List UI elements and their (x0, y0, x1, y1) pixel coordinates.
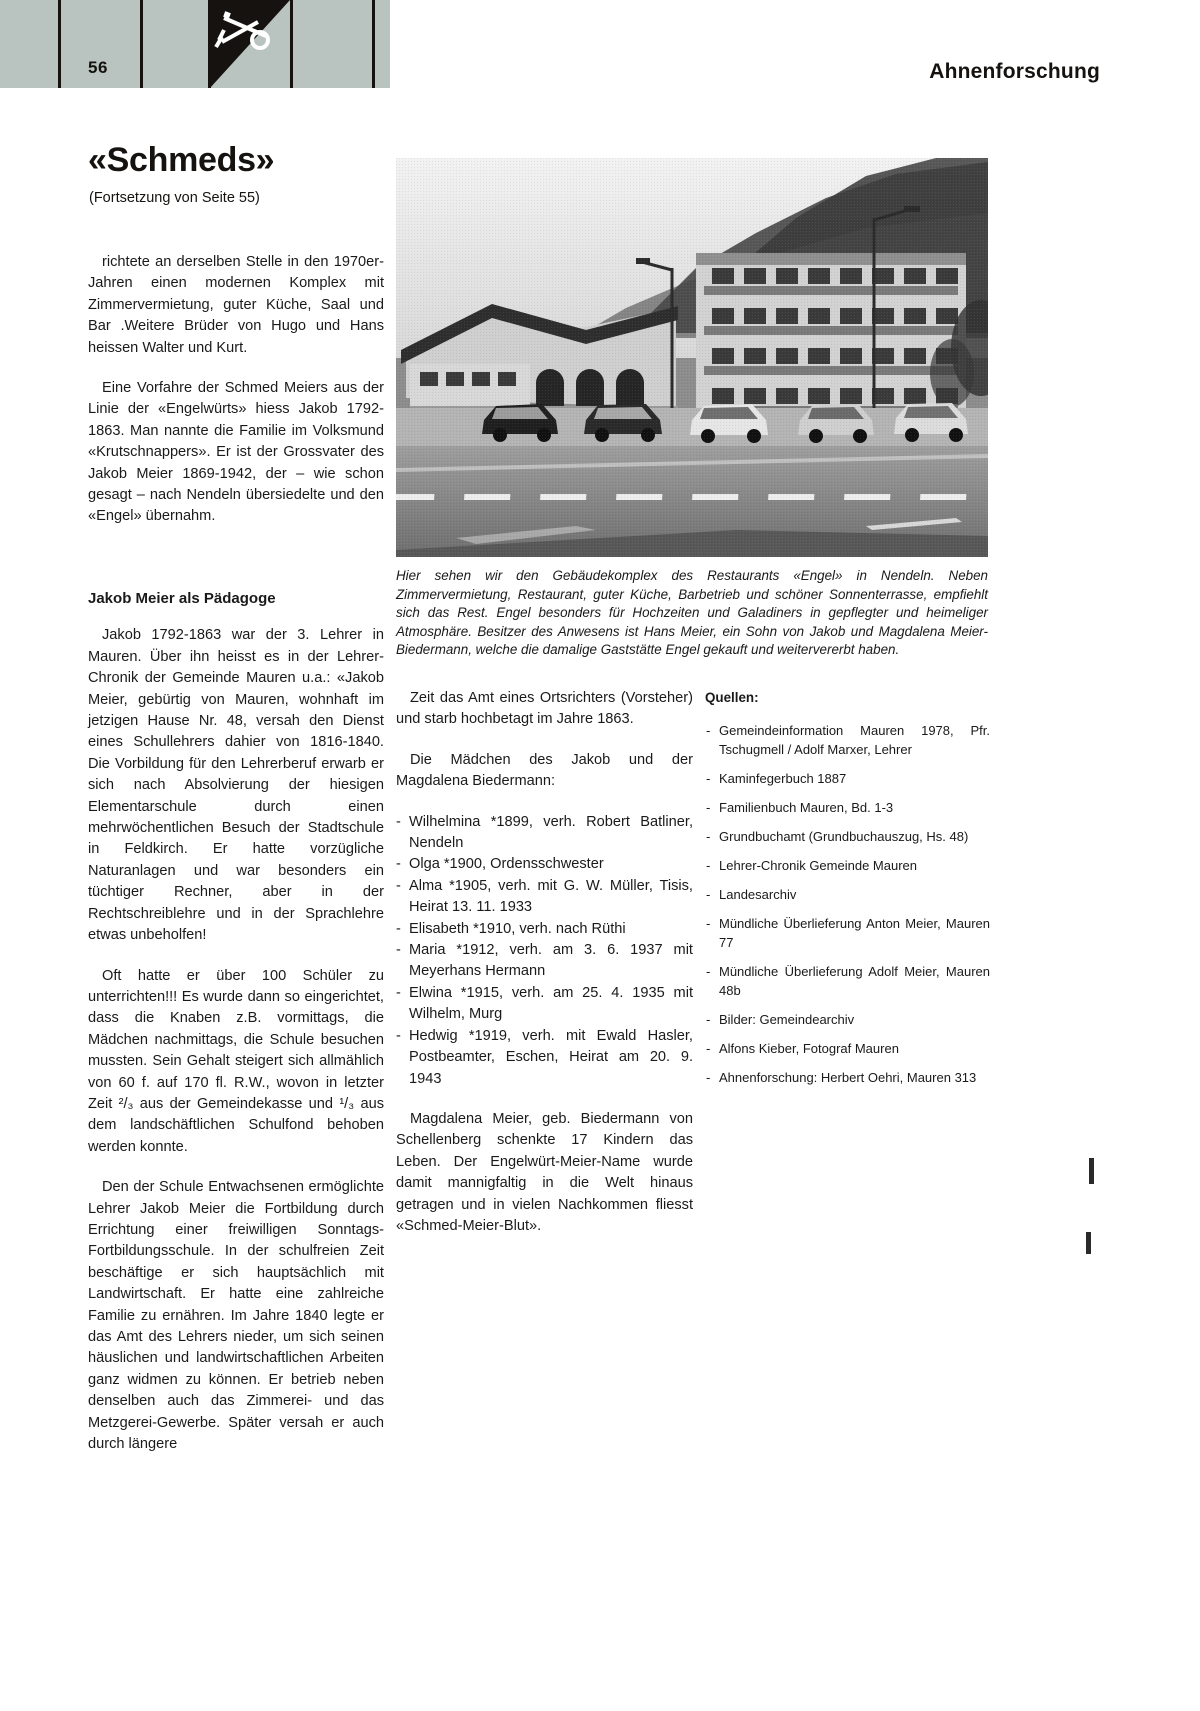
list-item-text: Alma *1905, verh. mit G. W. Müller, Tisis, Heirat 13. 11. 1933 (409, 877, 693, 916)
source-text: Lehrer-Chronik Gemeinde Mauren (719, 858, 917, 873)
middle-column (396, 688, 693, 1256)
crossed-tools-chimneysweep-icon (210, 0, 290, 88)
list-item (396, 812, 693, 855)
source-item (705, 798, 990, 817)
source-item (705, 885, 990, 904)
paragraph: richtete an derselben Stelle in den 1970er-Jahren einen modernen Komplex mit Zimmervermietung, guter Küche, Saal und Bar .Weitere Brüder von Hugo und Hans heissen Walter und Kurt. (88, 254, 384, 356)
list-item-text: Olga *1900, Ordensschwester (409, 856, 604, 873)
page-number: 56 (88, 58, 108, 77)
dash-bullet: - (706, 1012, 711, 1027)
list-item-text: Maria *1912, verh. am 3. 6. 1937 mit Meyerhans Hermann (409, 942, 693, 980)
source-item (705, 1039, 990, 1058)
photo-caption: Hier sehen wir den Gebäudekomplex des Restaurants «Engel» in Nendeln. Neben Zimmervermietung, Restaurant, guter Küche, Barbetrieb und schöner Sonnenterrasse, empfiehlt sich das Rest. Engel besonders für Hochzeiten und Galadiners in gepflegter und heimeliger Atmosphäre. Besitzer des Anwesens ist Hans Meier, ein Sohn von Jakob und Magdalena Meier- Biedermann, welche die damalige Gaststätte Engel gekauft und weitervererbt haben. (396, 568, 988, 658)
dash-bullet: - (396, 984, 401, 1001)
source-text: Grundbuchamt (Grundbuchauszug, Hs. 48) (719, 829, 969, 844)
scan-artifact (1086, 1232, 1091, 1254)
source-item (705, 827, 990, 846)
list-item (396, 919, 693, 940)
restaurant-engel-building-photo (396, 158, 988, 557)
list-item (396, 1026, 693, 1090)
dash-bullet: - (706, 829, 711, 844)
dash-bullet: - (706, 800, 711, 815)
left-column-lower (88, 588, 384, 1474)
source-text: Gemeindeinformation Mauren 1978, Pfr. Tschugmell / Adolf Marxer, Lehrer (719, 723, 990, 757)
dash-bullet: - (706, 916, 711, 931)
source-item (705, 914, 990, 952)
list-item-text: Wilhelmina *1899, verh. Robert Batliner, Nendeln (409, 813, 693, 852)
dash-bullet: - (706, 964, 711, 979)
source-text: Familienbuch Mauren, Bd. 1-3 (719, 800, 894, 815)
paragraph: Oft hatte er über 100 Schüler zu unterrichten!!! Es wurde dann so eingerichtet, dass die Knaben z.B. vormittags, die Mädchen nachmittags, die Schule besuchen mussten. Sein Gehalt steigert sich allmählich von 60 f. auf 170 fl. R.W., wovon in letzter Zeit ²/₃ aus der Gemeindekasse und ¹/₃ aus dem landschäftlichen Schulfond behoben werden konnte. (88, 967, 384, 1155)
source-item (705, 1010, 990, 1029)
daughters-list (396, 812, 693, 1090)
paragraph: Magdalena Meier, geb. Biedermann von Schellenberg schenkte 17 Kindern das Leben. Der Engelwürt-Meier-Name wurde damit mannigfaltig in die Welt hinaus getragen und in vielen Nachkommen fliesst «Schmed-Meier-Blut». (396, 1110, 693, 1234)
paragraph: Jakob 1792-1863 war der 3. Lehrer in Mauren. Über ihn heisst es in der Lehrer-Chronik der Gemeinde Mauren u.a.: «Jakob Meier, gebürtig von Mauren, wohnhaft im jetzigen Hause Nr. 48, versah den Dienst eines Schullehrers dahier von 1816-1840. Die Vorbildung für den Lehrerberuf erwarb er sich nach Absolvierung der hiesigen Elementarschule durch einen mehrwöchentlichen Besuch der Stadtschule in Feldkirch. Er hatte vorzügliche Naturanlagen und war besonders ein tüchtiger Rechner, aber in der Rechtschreiblehre und in der Sprachlehre etwas unbeholfen! (88, 627, 384, 944)
dash-bullet: - (706, 723, 711, 738)
dash-bullet: - (706, 858, 711, 873)
source-text: Bilder: Gemeindearchiv (719, 1012, 855, 1027)
dash-bullet: - (396, 1027, 401, 1044)
source-text: Mündliche Überlieferung Anton Meier, Mauren 77 (719, 916, 990, 950)
list-item-text: Elwina *1915, verh. am 25. 4. 1935 mit Wilhelm, Murg (409, 984, 693, 1023)
source-item (705, 1068, 990, 1087)
masthead-logo-block (0, 0, 390, 88)
source-text: Landesarchiv (719, 887, 797, 902)
paragraph: Eine Vorfahre der Schmed Meiers aus der Linie der «Engelwürts» hiess Jakob 1792-1863. Man nannte die Familie im Volksmund «Krutschnappers». Er ist der Grossvater des Jakob Meier 1869-1942, der – wie schon gesagt – nach Nendeln übersiedelte und den «Engel» übernahm. (88, 380, 384, 525)
dash-bullet: - (396, 877, 401, 894)
dash-bullet: - (396, 813, 401, 830)
source-text: Alfons Kieber, Fotograf Mauren (719, 1041, 899, 1056)
source-item (705, 962, 990, 1000)
list-item (396, 983, 693, 1026)
source-text: Ahnenforschung: Herbert Oehri, Mauren 313 (719, 1070, 977, 1085)
dash-bullet: - (706, 887, 711, 902)
source-item (705, 721, 990, 759)
source-text: Mündliche Überlieferung Adolf Meier, Mauren 48b (719, 964, 990, 998)
scan-artifact (1089, 1158, 1094, 1184)
source-item (705, 769, 990, 788)
paragraph: Zeit das Amt eines Ortsrichters (Vorsteher) und starb hochbetagt im Jahre 1863. (396, 690, 693, 728)
list-item-text: Hedwig *1919, verh. mit Ewald Hasler, Postbeamter, Eschen, Heirat am 20. 9. 1943 (409, 1027, 693, 1087)
source-item (705, 856, 990, 875)
subsection-heading: Jakob Meier als Pädagoge (88, 590, 276, 607)
paragraph: Die Mädchen des Jakob und der Magdalena Biedermann: (396, 751, 693, 790)
dash-bullet: - (396, 942, 401, 959)
article-title: «Schmeds» (88, 141, 275, 179)
sources-column (705, 688, 990, 1097)
sources-title: Quellen: (705, 690, 759, 705)
list-item (396, 876, 693, 919)
dash-bullet: - (706, 1070, 711, 1085)
dash-bullet: - (706, 771, 711, 786)
source-text: Kaminfegerbuch 1887 (719, 771, 847, 786)
left-column-upper (88, 252, 384, 547)
section-title: Ahnenforschung (929, 60, 1100, 83)
paragraph: Den der Schule Entwachsenen ermöglichte Lehrer Jakob Meier die Fortbildung durch Errichtung einer freiwilligen Sonntags-Fortbildungsschule. In der schulfreien Zeit beschäftige er sich hauptsächlich mit Landwirtschaft. Er hatte eine zahlreiche Familie zu ernähren. Im Jahre 1840 legte er das Amt des Lehrers nieder, um sich seinen häuslichen und landwirtschaftlichen Arbeiten ganz widmen zu können. Er betrieb neben denselben auch das Zimmerei- und das Metzgerei-Gewerbe. Später versah er auch durch längere (88, 1179, 384, 1453)
sources-list (705, 721, 990, 1087)
dash-bullet: - (396, 920, 401, 937)
list-item (396, 854, 693, 875)
dash-bullet: - (706, 1041, 711, 1056)
page-header (0, 0, 1200, 92)
list-item-text: Elisabeth *1910, verh. nach Rüthi (409, 920, 626, 937)
list-item (396, 940, 693, 983)
article-subtitle: (Fortsetzung von Seite 55) (89, 190, 260, 206)
dash-bullet: - (396, 856, 401, 873)
